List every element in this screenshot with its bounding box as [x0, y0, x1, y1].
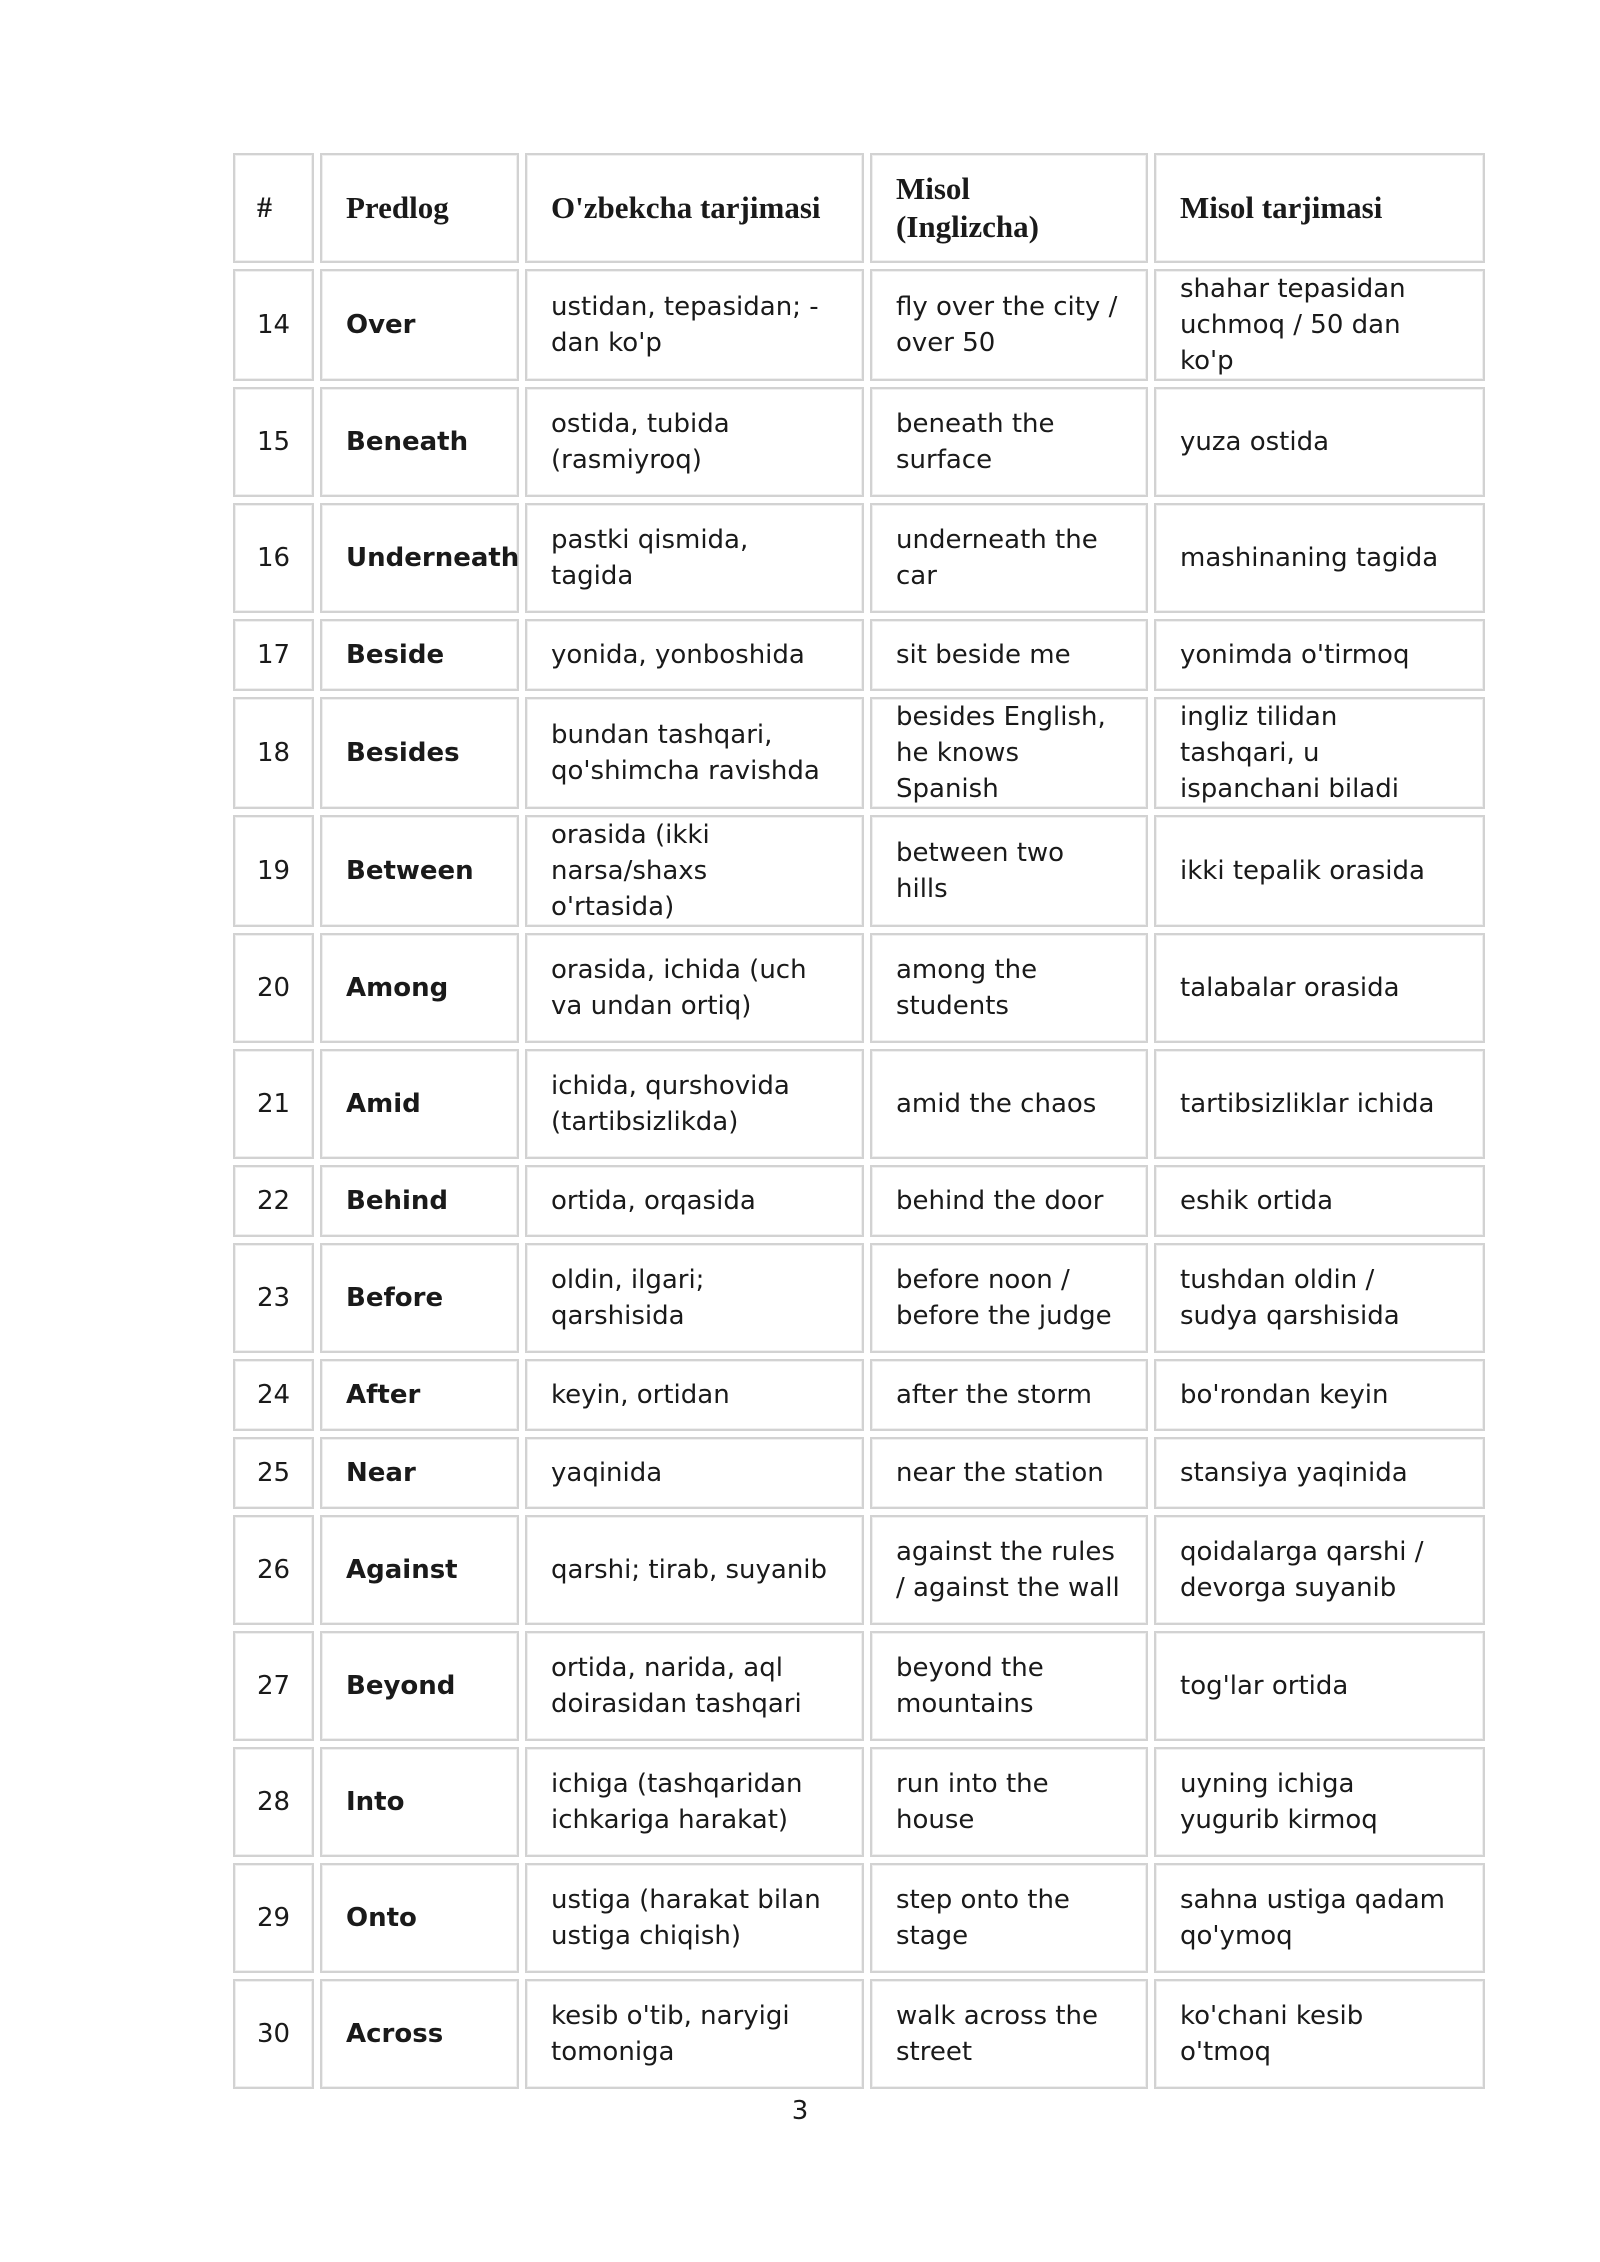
cell-example-english: beneath the surface	[870, 387, 1148, 497]
cell-example-english: against the rules / against the wall	[870, 1515, 1148, 1625]
page-number: 3	[791, 2096, 809, 2126]
cell-uzbek-translation: orasida (ikki narsa/shaxs o'rtasida)	[525, 815, 864, 927]
cell-preposition: Besides	[320, 697, 519, 809]
cell-uzbek-translation: ustidan, tepasidan; -dan ko'p	[525, 269, 864, 381]
header-uzbek-translation: O'zbekcha tarjimasi	[525, 153, 864, 263]
cell-example-english: behind the door	[870, 1165, 1148, 1237]
table-header-row	[233, 153, 1485, 263]
table-row	[233, 1979, 1485, 2089]
cell-example-translation: bo'rondan keyin	[1154, 1359, 1485, 1431]
cell-uzbek-translation: ustiga (harakat bilan ustiga chiqish)	[525, 1863, 864, 1973]
cell-number: 18	[233, 697, 314, 809]
prepositions-table	[227, 147, 1491, 2095]
cell-uzbek-translation: oldin, ilgari; qarshisida	[525, 1243, 864, 1353]
cell-example-translation: yuza ostida	[1154, 387, 1485, 497]
cell-preposition: Onto	[320, 1863, 519, 1973]
table-row	[233, 1165, 1485, 1237]
cell-preposition: After	[320, 1359, 519, 1431]
cell-example-english: amid the chaos	[870, 1049, 1148, 1159]
table-row	[233, 503, 1485, 613]
cell-number: 27	[233, 1631, 314, 1741]
table-row	[233, 815, 1485, 927]
header-example-english: Misol (Inglizcha)	[870, 153, 1148, 263]
cell-number: 19	[233, 815, 314, 927]
header-preposition: Predlog	[320, 153, 519, 263]
cell-uzbek-translation: yonida, yonboshida	[525, 619, 864, 691]
header-number: #	[233, 153, 314, 263]
cell-number: 28	[233, 1747, 314, 1857]
cell-example-english: near the station	[870, 1437, 1148, 1509]
table-row	[233, 697, 1485, 809]
table-row	[233, 387, 1485, 497]
cell-preposition: Beside	[320, 619, 519, 691]
cell-example-translation: yonimda o'tirmoq	[1154, 619, 1485, 691]
cell-example-translation: tog'lar ortida	[1154, 1631, 1485, 1741]
header-example-translation: Misol tarjimasi	[1154, 153, 1485, 263]
cell-example-translation: qoidalarga qarshi / devorga suyanib	[1154, 1515, 1485, 1625]
table-row	[233, 1049, 1485, 1159]
cell-example-translation: ingliz tilidan tashqari, u ispanchani biladi	[1154, 697, 1485, 809]
table-row	[233, 1863, 1485, 1973]
cell-preposition: Over	[320, 269, 519, 381]
cell-number: 22	[233, 1165, 314, 1237]
cell-uzbek-translation: orasida, ichida (uch va undan ortiq)	[525, 933, 864, 1043]
table-row	[233, 1747, 1485, 1857]
table-row	[233, 1631, 1485, 1741]
cell-preposition: Behind	[320, 1165, 519, 1237]
cell-preposition: Amid	[320, 1049, 519, 1159]
cell-uzbek-translation: bundan tashqari, qo'shimcha ravishda	[525, 697, 864, 809]
cell-uzbek-translation: keyin, ortidan	[525, 1359, 864, 1431]
cell-number: 26	[233, 1515, 314, 1625]
cell-example-translation: tushdan oldin / sudya qarshisida	[1154, 1243, 1485, 1353]
cell-example-english: beyond the mountains	[870, 1631, 1148, 1741]
table-row	[233, 619, 1485, 691]
cell-example-english: fly over the city / over 50	[870, 269, 1148, 381]
cell-number: 23	[233, 1243, 314, 1353]
cell-example-english: sit beside me	[870, 619, 1148, 691]
cell-number: 24	[233, 1359, 314, 1431]
cell-number: 30	[233, 1979, 314, 2089]
cell-preposition: Near	[320, 1437, 519, 1509]
cell-preposition: Before	[320, 1243, 519, 1353]
cell-preposition: Against	[320, 1515, 519, 1625]
cell-example-english: among the students	[870, 933, 1148, 1043]
cell-preposition: Across	[320, 1979, 519, 2089]
cell-example-translation: tartibsizliklar ichida	[1154, 1049, 1485, 1159]
table-row	[233, 1359, 1485, 1431]
cell-example-translation: uyning ichiga yugurib kirmoq	[1154, 1747, 1485, 1857]
cell-uzbek-translation: yaqinida	[525, 1437, 864, 1509]
cell-example-translation: ikki tepalik orasida	[1154, 815, 1485, 927]
cell-number: 15	[233, 387, 314, 497]
cell-uzbek-translation: ostida, tubida (rasmiyroq)	[525, 387, 864, 497]
cell-example-english: run into the house	[870, 1747, 1148, 1857]
cell-uzbek-translation: ortida, orqasida	[525, 1165, 864, 1237]
cell-example-translation: eshik ortida	[1154, 1165, 1485, 1237]
table-row	[233, 933, 1485, 1043]
cell-example-english: after the storm	[870, 1359, 1148, 1431]
cell-number: 20	[233, 933, 314, 1043]
cell-preposition: Beyond	[320, 1631, 519, 1741]
cell-preposition: Into	[320, 1747, 519, 1857]
cell-example-english: besides English, he knows Spanish	[870, 697, 1148, 809]
cell-uzbek-translation: ortida, narida, aql doirasidan tashqari	[525, 1631, 864, 1741]
cell-example-english: underneath the car	[870, 503, 1148, 613]
cell-example-translation: ko'chani kesib o'tmoq	[1154, 1979, 1485, 2089]
cell-uzbek-translation: ichiga (tashqaridan ichkariga harakat)	[525, 1747, 864, 1857]
cell-preposition: Beneath	[320, 387, 519, 497]
cell-preposition: Among	[320, 933, 519, 1043]
cell-number: 17	[233, 619, 314, 691]
cell-preposition: Between	[320, 815, 519, 927]
cell-example-translation: mashinaning tagida	[1154, 503, 1485, 613]
cell-preposition: Underneath	[320, 503, 519, 613]
cell-example-english: between two hills	[870, 815, 1148, 927]
table-row	[233, 1437, 1485, 1509]
cell-example-translation: sahna ustiga qadam qo'ymoq	[1154, 1863, 1485, 1973]
table-row	[233, 1243, 1485, 1353]
cell-number: 29	[233, 1863, 314, 1973]
cell-uzbek-translation: ichida, qurshovida (tartibsizlikda)	[525, 1049, 864, 1159]
table-row	[233, 269, 1485, 381]
cell-uzbek-translation: kesib o'tib, naryigi tomoniga	[525, 1979, 864, 2089]
table-row	[233, 1515, 1485, 1625]
cell-number: 21	[233, 1049, 314, 1159]
cell-number: 25	[233, 1437, 314, 1509]
cell-example-english: before noon / before the judge	[870, 1243, 1148, 1353]
cell-uzbek-translation: pastki qismida, tagida	[525, 503, 864, 613]
cell-example-translation: stansiya yaqinida	[1154, 1437, 1485, 1509]
cell-example-english: walk across the street	[870, 1979, 1148, 2089]
cell-number: 14	[233, 269, 314, 381]
cell-uzbek-translation: qarshi; tirab, suyanib	[525, 1515, 864, 1625]
cell-example-translation: talabalar orasida	[1154, 933, 1485, 1043]
cell-example-translation: shahar tepasidan uchmoq / 50 dan ko'p	[1154, 269, 1485, 381]
cell-number: 16	[233, 503, 314, 613]
cell-example-english: step onto the stage	[870, 1863, 1148, 1973]
